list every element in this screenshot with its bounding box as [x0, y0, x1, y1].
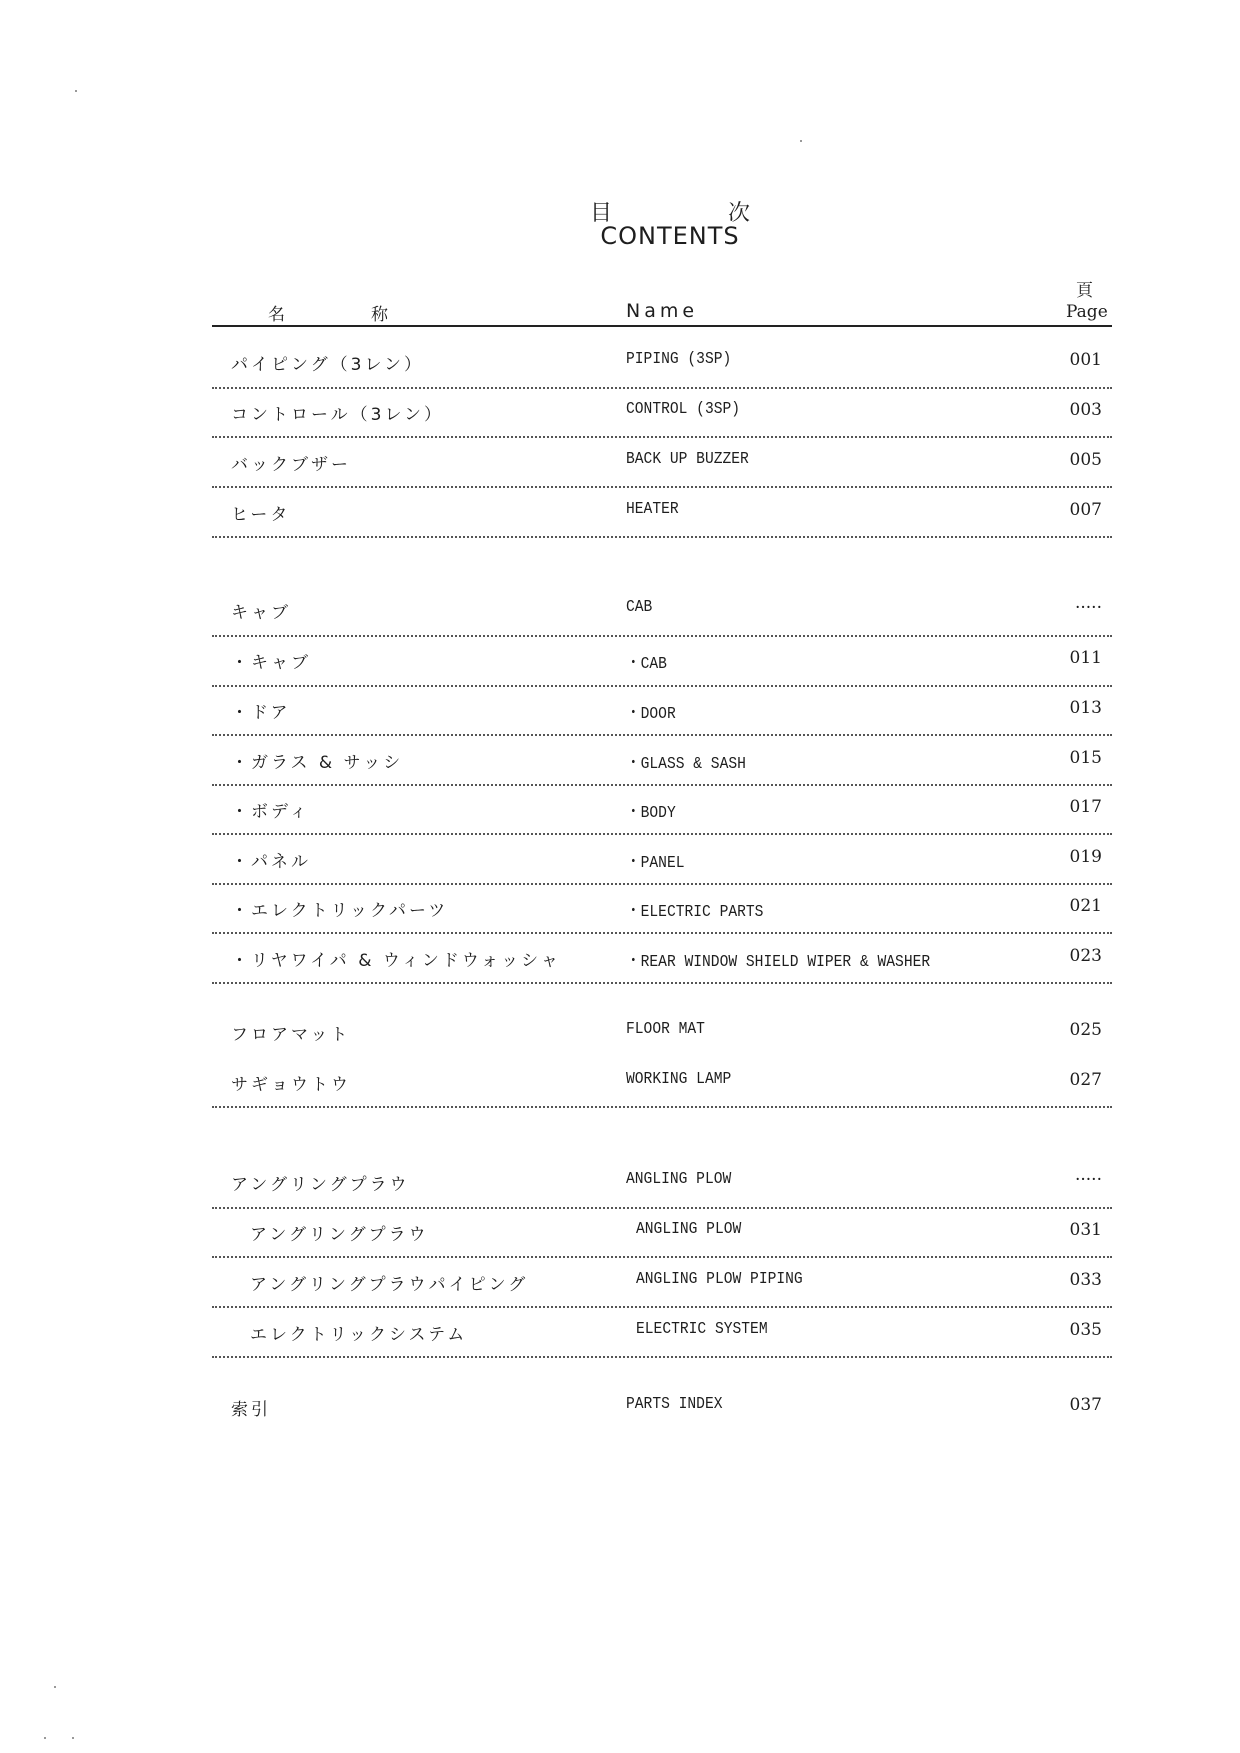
toc-entry-name: FLOOR MAT	[626, 1020, 705, 1039]
toc-entry-page: 023	[1069, 946, 1102, 966]
toc-row-backup-buzzer[interactable]	[212, 450, 1112, 474]
title-jp-char-2: 次	[727, 201, 750, 226]
toc-row-cab-section[interactable]	[212, 598, 1112, 622]
dotted-separator	[212, 982, 1112, 984]
toc-entry-page: 025	[1069, 1020, 1102, 1040]
toc-entry-page: 027	[1069, 1070, 1102, 1090]
toc-entry-page: 015	[1069, 748, 1102, 768]
toc-entry-page: 011	[1069, 648, 1102, 668]
toc-row-angling-plow-piping[interactable]	[212, 1270, 1112, 1294]
toc-entry-name: ANGLING PLOW	[636, 1220, 742, 1239]
toc-row-body[interactable]	[212, 797, 1112, 821]
toc-entry-page: 003	[1069, 400, 1102, 420]
scan-speck	[54, 1686, 56, 1688]
toc-row-glass-sash[interactable]	[212, 748, 1112, 772]
header-name-jp-char-1: 名	[268, 305, 285, 325]
toc-entry-name: ・CAB	[626, 655, 667, 674]
toc-entry-japanese: ・エレクトリックパーツ	[231, 901, 449, 921]
toc-entry-japanese: ヒータ	[231, 505, 291, 525]
toc-entry-page: 001	[1069, 350, 1102, 370]
header-page: Page	[1066, 302, 1108, 322]
header-name-japanese	[268, 300, 388, 325]
dotted-separator	[212, 436, 1112, 438]
scan-speck	[75, 90, 77, 92]
toc-entry-page: 013	[1069, 698, 1102, 718]
toc-entry-name: ・PANEL	[626, 854, 685, 873]
toc-entry-japanese: パイピング（3レン）	[231, 355, 425, 375]
toc-entry-japanese: サギョウトウ	[231, 1075, 351, 1095]
scan-speck	[800, 140, 802, 142]
toc-entry-name: ・REAR WINDOW SHIELD WIPER & WASHER	[626, 953, 931, 972]
toc-entry-name: HEATER	[626, 500, 679, 519]
dotted-separator	[212, 1106, 1112, 1108]
toc-entry-japanese: ・キャブ	[231, 653, 311, 673]
toc-entry-name: ・ELECTRIC PARTS	[626, 903, 764, 922]
toc-row-electric-parts[interactable]	[212, 896, 1112, 920]
toc-entry-japanese: アングリングプラウ	[250, 1225, 429, 1245]
toc-entry-page: 019	[1069, 847, 1102, 867]
header-page-japanese: 頁	[1076, 281, 1093, 301]
toc-entry-name: ELECTRIC SYSTEM	[636, 1320, 768, 1339]
toc-entry-japanese: フロアマット	[231, 1025, 351, 1045]
toc-entry-japanese: アングリングプラウパイピング	[250, 1275, 529, 1295]
toc-entry-page: 033	[1069, 1270, 1102, 1290]
dotted-separator	[212, 486, 1112, 488]
toc-entry-name: WORKING LAMP	[626, 1070, 732, 1089]
dotted-separator	[212, 784, 1112, 786]
toc-row-angling-plow-section[interactable]	[212, 1170, 1112, 1194]
toc-entry-name: ANGLING PLOW	[626, 1170, 732, 1189]
toc-row-working-lamp[interactable]	[212, 1070, 1112, 1094]
scan-speck	[72, 1737, 74, 1739]
header-rule	[212, 325, 1112, 327]
toc-entry-name: PIPING (3SP)	[626, 350, 732, 369]
toc-entry-japanese: 索引	[231, 1400, 271, 1420]
dotted-separator	[212, 1306, 1112, 1308]
dotted-separator	[212, 883, 1112, 885]
toc-entry-page: 005	[1069, 450, 1102, 470]
toc-entry-page: ·····	[1074, 1170, 1102, 1190]
toc-entry-page: 037	[1069, 1395, 1102, 1415]
toc-entry-japanese: ・リヤワイパ & ウィンドウォッシャ	[231, 951, 561, 971]
toc-entry-japanese: ・ドア	[231, 703, 291, 723]
toc-entry-name: ・DOOR	[626, 705, 676, 724]
scan-speck	[44, 1737, 46, 1739]
toc-entry-japanese: ・パネル	[231, 852, 311, 872]
toc-entry-name: ・GLASS & SASH	[626, 755, 746, 774]
toc-entry-page: 021	[1069, 896, 1102, 916]
toc-entry-name: ANGLING PLOW PIPING	[636, 1270, 803, 1289]
dotted-separator	[212, 1256, 1112, 1258]
dotted-separator	[212, 734, 1112, 736]
toc-entry-japanese: バックブザー	[231, 455, 351, 475]
header-name: Name	[626, 300, 699, 322]
toc-row-panel[interactable]	[212, 847, 1112, 871]
dotted-separator	[212, 685, 1112, 687]
title-jp-char-1: 目	[590, 201, 613, 226]
toc-entry-japanese: コントロール（3レン）	[231, 405, 445, 425]
dotted-separator	[212, 833, 1112, 835]
toc-row-piping[interactable]	[212, 350, 1112, 374]
toc-row-heater[interactable]	[212, 500, 1112, 524]
toc-row-control[interactable]	[212, 400, 1112, 424]
dotted-separator	[212, 932, 1112, 934]
toc-entry-page: 007	[1069, 500, 1102, 520]
toc-entry-page: ·····	[1074, 598, 1102, 618]
toc-row-electric-system[interactable]	[212, 1320, 1112, 1344]
dotted-separator	[212, 387, 1112, 389]
page-title: CONTENTS	[600, 222, 740, 250]
toc-row-door[interactable]	[212, 698, 1112, 722]
toc-entry-japanese: エレクトリックシステム	[250, 1325, 468, 1345]
toc-entry-page: 031	[1069, 1220, 1102, 1240]
toc-entry-name: CAB	[626, 598, 653, 617]
dotted-separator	[212, 536, 1112, 538]
toc-entry-name: PARTS INDEX	[626, 1395, 723, 1414]
dotted-separator	[212, 1207, 1112, 1209]
toc-entry-japanese: キャブ	[231, 603, 291, 623]
dotted-separator	[212, 635, 1112, 637]
toc-entry-name: CONTROL (3SP)	[626, 400, 741, 419]
toc-row-cab[interactable]	[212, 648, 1112, 672]
toc-row-floor-mat[interactable]	[212, 1020, 1112, 1044]
toc-entry-name: ・BODY	[626, 804, 676, 823]
toc-row-parts-index[interactable]	[212, 1395, 1112, 1419]
dotted-separator	[212, 1356, 1112, 1358]
toc-row-angling-plow[interactable]	[212, 1220, 1112, 1244]
toc-entry-page: 017	[1069, 797, 1102, 817]
toc-entry-japanese: アングリングプラウ	[231, 1175, 410, 1195]
toc-entry-japanese: ・ボディ	[231, 802, 310, 822]
toc-row-rear-wiper-washer[interactable]	[212, 946, 1112, 970]
toc-entry-name: BACK UP BUZZER	[626, 450, 749, 469]
header-name-jp-char-2: 称	[371, 305, 388, 325]
toc-entry-japanese: ・ガラス & サッシ	[231, 753, 404, 773]
toc-entry-page: 035	[1069, 1320, 1102, 1340]
